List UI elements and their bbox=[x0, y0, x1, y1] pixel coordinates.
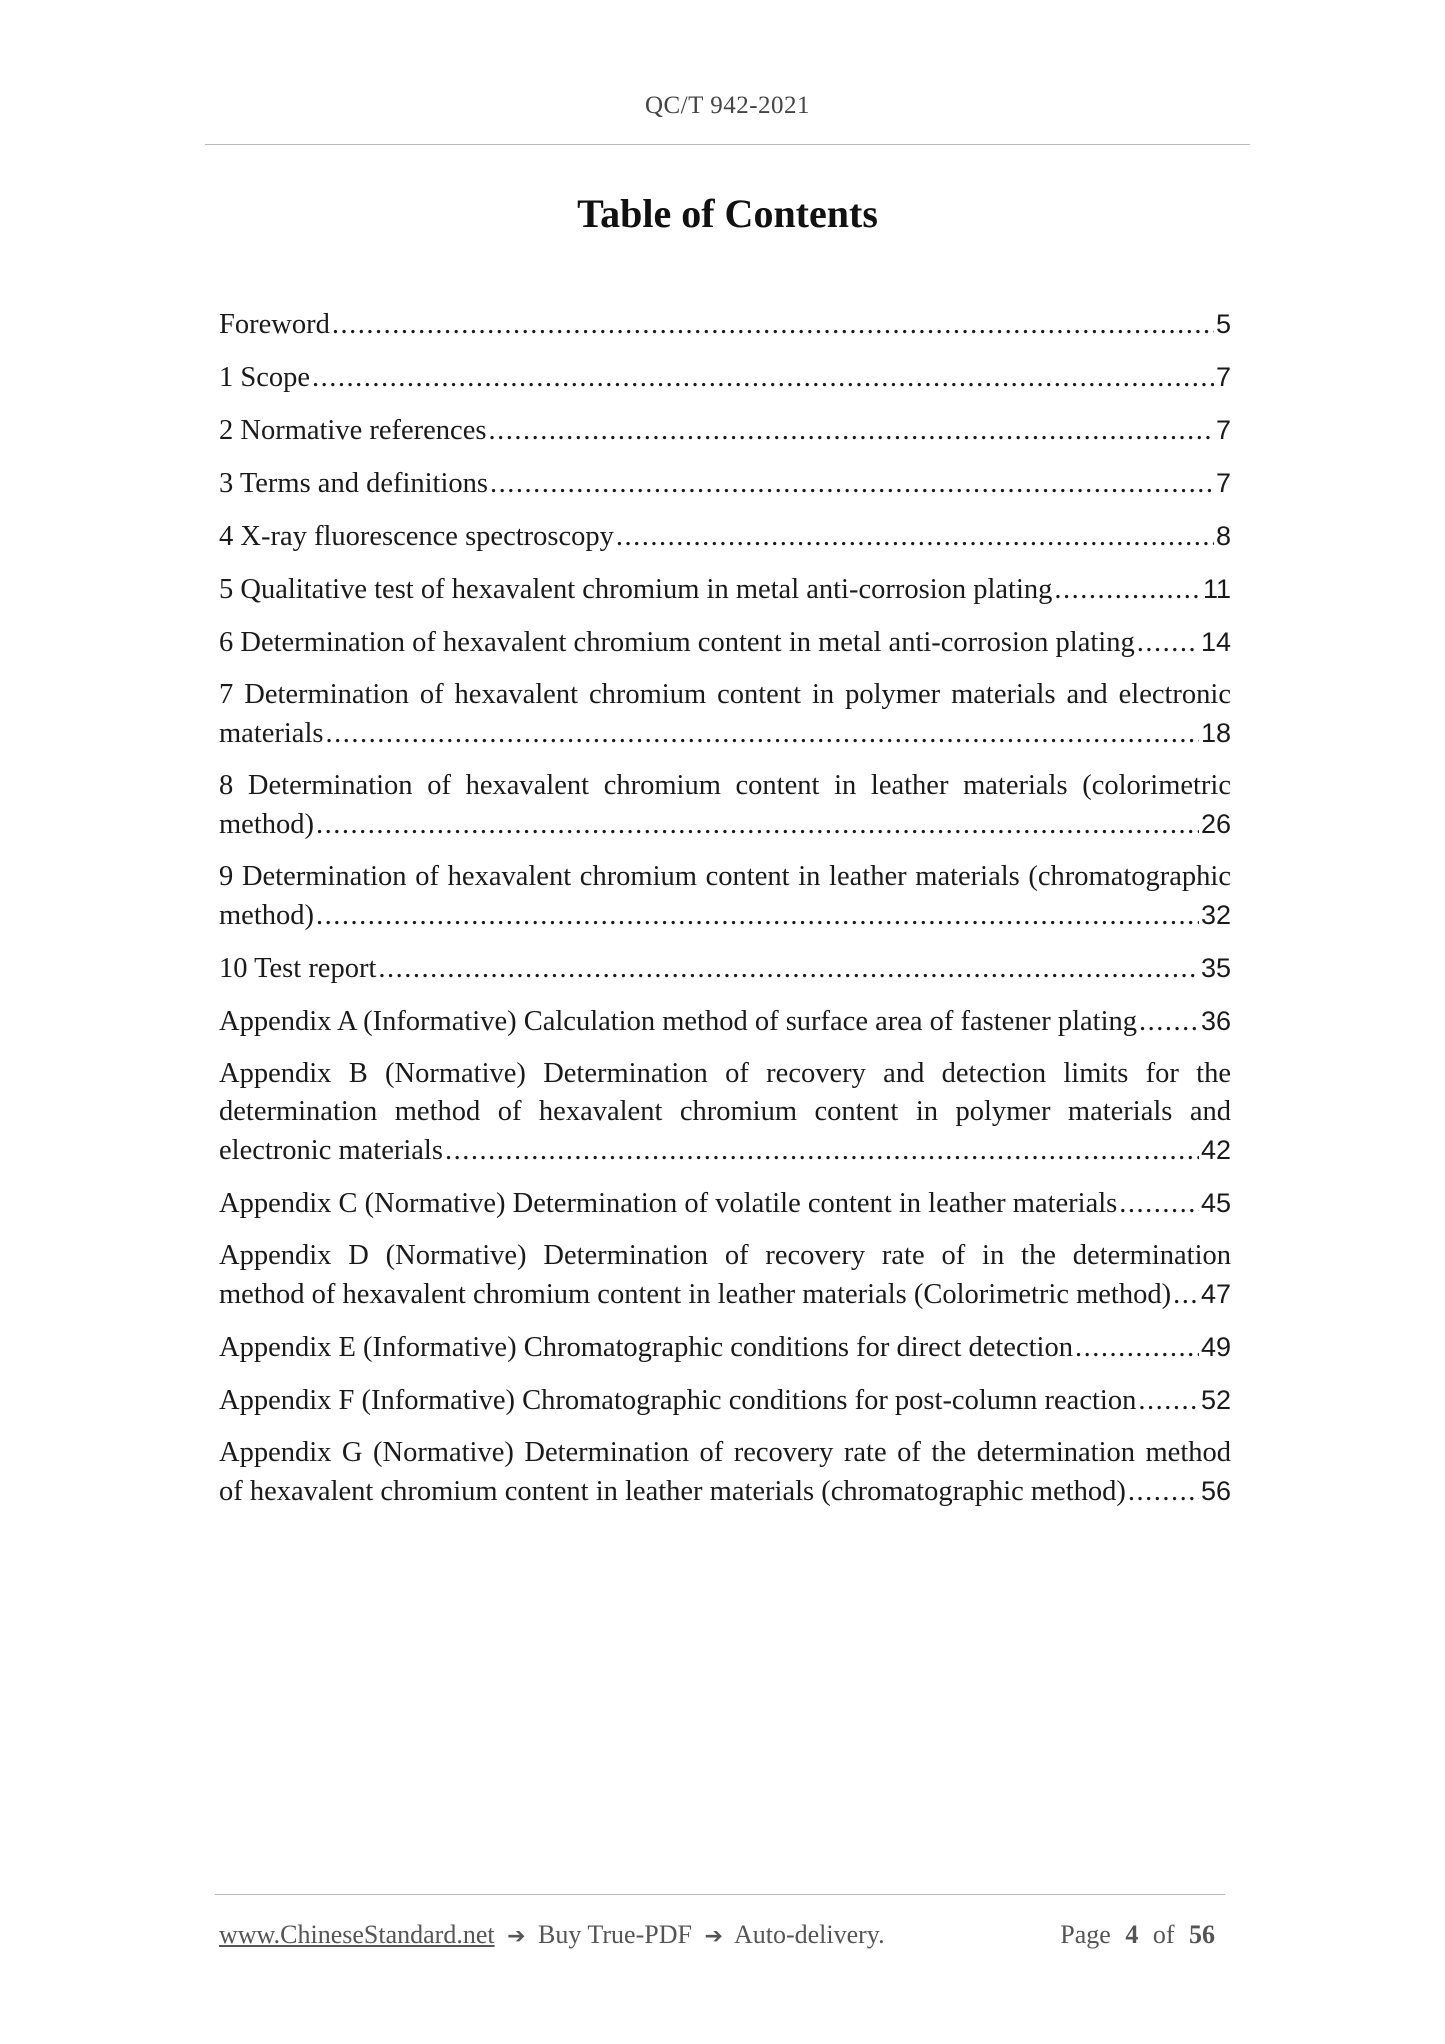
toc-entry-title: 4 X-ray fluorescence spectroscopy bbox=[219, 521, 614, 552]
toc-entry-title-continued: method) bbox=[219, 809, 314, 840]
toc-entry-title: Appendix F (Informative) Chromatographic conditions for post-column reaction bbox=[219, 1385, 1137, 1416]
page-title: Table of Contents bbox=[577, 191, 878, 236]
toc-entry[interactable] bbox=[219, 305, 1231, 344]
toc-entry-title: 5 Qualitative test of hexavalent chromium in metal anti-corrosion plating bbox=[219, 574, 1053, 605]
toc-dot-leader bbox=[1128, 1473, 1199, 1511]
toc-dot-leader bbox=[1138, 1382, 1199, 1420]
toc-dot-leader bbox=[1119, 1185, 1199, 1223]
toc-entry[interactable] bbox=[219, 623, 1231, 662]
toc-dot-leader bbox=[1137, 624, 1199, 662]
toc-entry[interactable] bbox=[219, 1328, 1231, 1367]
toc-page-number: 26 bbox=[1200, 809, 1231, 839]
toc-entry[interactable] bbox=[219, 1434, 1231, 1511]
toc-page-number: 49 bbox=[1200, 1332, 1231, 1362]
toc-entry[interactable] bbox=[219, 676, 1231, 753]
toc-page-number: 7 bbox=[1215, 415, 1231, 445]
toc-dot-leader bbox=[445, 1132, 1199, 1170]
toc-entry-title: 9 Determination of hexavalent chromium content in leather materials (chromatographic bbox=[219, 861, 1231, 892]
toc-entry[interactable] bbox=[219, 1237, 1231, 1314]
toc-entry[interactable] bbox=[219, 949, 1231, 988]
toc-entry[interactable] bbox=[219, 858, 1231, 935]
page-total: 56 bbox=[1189, 1920, 1215, 1949]
toc-page-number: 45 bbox=[1200, 1188, 1231, 1218]
right-arrow-icon: ➔ bbox=[704, 1924, 723, 1949]
toc-dot-leader bbox=[1054, 571, 1201, 609]
toc-entry[interactable] bbox=[219, 1381, 1231, 1420]
toc-page-number: 7 bbox=[1215, 468, 1231, 498]
footer-promo bbox=[219, 1920, 885, 1950]
toc-entry-title-continued: materials bbox=[219, 718, 324, 749]
page-current: 4 bbox=[1125, 1920, 1139, 1949]
toc-entry-title-continued: method) bbox=[219, 900, 314, 931]
page-indicator bbox=[1060, 1920, 1223, 1950]
buy-pdf-text: Buy True-PDF bbox=[538, 1920, 692, 1949]
toc-page-number: 8 bbox=[1215, 521, 1231, 551]
toc-entry-title: Appendix E (Informative) Chromatographic conditions for direct detection bbox=[219, 1332, 1073, 1363]
toc-entry-title: Foreword bbox=[219, 309, 330, 340]
toc-dot-leader bbox=[312, 359, 1214, 397]
website-link[interactable]: www.ChineseStandard.net bbox=[219, 1920, 495, 1949]
toc-entry[interactable] bbox=[219, 1002, 1231, 1041]
toc-entry[interactable] bbox=[219, 464, 1231, 503]
toc-entry-title-continued: method of hexavalent chromium content in leather materials (Colorimetric method) bbox=[219, 1279, 1172, 1310]
toc-entry[interactable] bbox=[219, 358, 1231, 397]
toc-dot-leader bbox=[316, 897, 1199, 935]
toc-entry[interactable] bbox=[219, 1184, 1231, 1223]
toc-page-number: 5 bbox=[1215, 309, 1231, 339]
toc-dot-leader bbox=[616, 518, 1214, 556]
toc-page-number: 42 bbox=[1200, 1135, 1231, 1165]
page-header-doc-code: QC/T 942-2021 bbox=[644, 92, 811, 119]
toc-page-number: 35 bbox=[1200, 953, 1231, 983]
toc-entry-title: Appendix B (Normative) Determination of recovery and detection limits for the determination method of hexavalent chromium content in polymer materials and bbox=[219, 1058, 1231, 1127]
toc-entry-title: 6 Determination of hexavalent chromium content in metal anti-corrosion plating bbox=[219, 627, 1135, 658]
page-footer bbox=[219, 1920, 1223, 1950]
toc-entry-title: 1 Scope bbox=[219, 362, 311, 393]
toc-list bbox=[219, 305, 1231, 1525]
toc-dot-leader bbox=[490, 465, 1214, 503]
toc-entry-title: Appendix C (Normative) Determination of volatile content in leather materials bbox=[219, 1188, 1118, 1219]
toc-entry-title: Appendix D (Normative) Determination of recovery rate of in the determination bbox=[219, 1240, 1231, 1271]
toc-entry-title: Appendix A (Informative) Calculation method of surface area of fastener plating bbox=[219, 1006, 1137, 1037]
toc-dot-leader bbox=[1075, 1329, 1199, 1367]
header-divider bbox=[205, 144, 1250, 145]
page-of-label: of bbox=[1152, 1920, 1175, 1949]
toc-entry-title: 10 Test report bbox=[219, 953, 377, 984]
toc-entry-title: Appendix G (Normative) Determination of recovery rate of the determination method bbox=[219, 1437, 1231, 1468]
toc-page-number: 52 bbox=[1200, 1385, 1231, 1415]
toc-entry-title: 2 Normative references bbox=[219, 415, 487, 446]
footer-divider bbox=[215, 1894, 1225, 1895]
toc-page-number: 7 bbox=[1215, 362, 1231, 392]
toc-page-number: 36 bbox=[1200, 1006, 1231, 1036]
toc-entry[interactable] bbox=[219, 767, 1231, 844]
toc-entry-title: 7 Determination of hexavalent chromium content in polymer materials and electronic bbox=[219, 679, 1231, 710]
toc-dot-leader bbox=[488, 412, 1214, 450]
toc-dot-leader bbox=[1173, 1276, 1199, 1314]
toc-page-number: 56 bbox=[1200, 1476, 1231, 1506]
toc-page-number: 11 bbox=[1202, 574, 1231, 604]
toc-page-number: 47 bbox=[1200, 1279, 1231, 1309]
toc-entry[interactable] bbox=[219, 570, 1231, 609]
toc-page-number: 18 bbox=[1200, 718, 1231, 748]
toc-dot-leader bbox=[378, 950, 1199, 988]
toc-entry-title: 8 Determination of hexavalent chromium content in leather materials (colorimetric bbox=[219, 770, 1231, 801]
toc-dot-leader bbox=[1139, 1003, 1199, 1041]
toc-entry[interactable] bbox=[219, 411, 1231, 450]
toc-entry-title-continued: of hexavalent chromium content in leather materials (chromatographic method) bbox=[219, 1476, 1126, 1507]
toc-entry[interactable] bbox=[219, 1055, 1231, 1170]
toc-entry-title: 3 Terms and definitions bbox=[219, 468, 488, 499]
toc-entry-title-continued: electronic materials bbox=[219, 1135, 443, 1166]
right-arrow-icon: ➔ bbox=[507, 1924, 526, 1949]
toc-page-number: 14 bbox=[1200, 627, 1231, 657]
toc-page-number: 32 bbox=[1200, 900, 1231, 930]
toc-entry[interactable] bbox=[219, 517, 1231, 556]
toc-dot-leader bbox=[325, 715, 1198, 753]
auto-delivery-text: Auto-delivery. bbox=[733, 1920, 885, 1949]
toc-dot-leader bbox=[316, 806, 1199, 844]
toc-dot-leader bbox=[332, 306, 1214, 344]
page-label: Page bbox=[1060, 1920, 1111, 1949]
